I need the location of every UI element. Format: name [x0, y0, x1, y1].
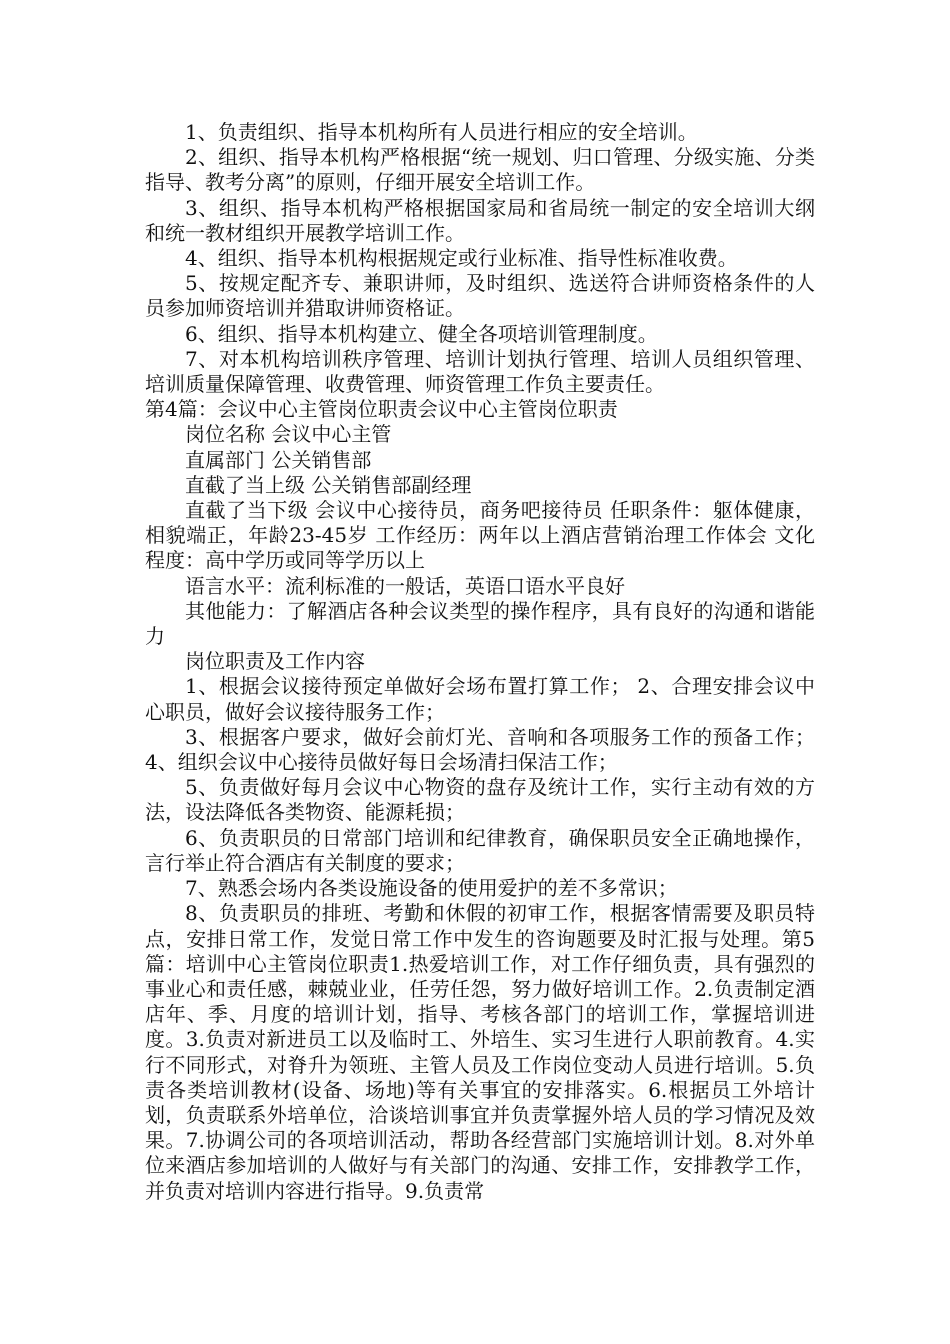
- direct-superior: 直截了当上级 公关销售部副经理: [185, 472, 472, 497]
- paragraph-duty-7: 7、对本机构培训秩序管理、培训计划执行管理、培训人员组织管理、培训质量保障管理、收费管理、师资管理工作负主要责任。: [145, 346, 815, 397]
- responsibility-3-4: 3、根据客户要求，做好会前灯光、音响和各项服务工作的预备工作； 4、组织会议中心接待员做好每日会场清扫保洁工作；: [145, 724, 815, 775]
- responsibility-1-2: 1、根据会议接待预定单做好会场布置打算工作； 2、合理安排会议中心职员，做好会议接待服务工作；: [145, 674, 815, 724]
- responsibilities-heading: 岗位职责及工作内容: [185, 649, 365, 674]
- responsibility-6: 6、负责职员的日常部门培训和纪律教育，确保职员安全正确地操作，言行举止符合酒店有关制度的要求；: [145, 825, 815, 875]
- position-name: 岗位名称 会议中心主管: [185, 422, 392, 447]
- responsibility-7: 7、熟悉会场内各类设施设备的使用爱护的差不多常识；: [185, 876, 678, 901]
- responsibility-8-and-section-5: 8、负责职员的排班、考勤和休假的初审工作，根据客情需要及职员特点，安排日常工作，发觉日常工作中发生的咨询题要及时汇报与处理。第5篇：培训中心主管岗位职责1.热爱培训工作，对工作仔细负责，具有强烈的事业心和责任感，棘兢业业，任劳任怨，努力做好培训工作。2.负责制定酒店年、季、月度的培训计划，指导、考核各部门的培训工作，掌握培训进度。3.负责对新进员工以及临时工、外培生、实习生进行人职前教育。4.实行不同形式，对脊升为领班、主管人员及工作岗位变动人员进行培训。5.负责各类培训教材(设备、场地)等有关事宜的安排落实。6.根据员工外培计划，负责联系外培单位，洽谈培训事宜并负责掌握外培人员的学习情况及效果。7.协调公司的各项培训活动，帮助各经营部门实施培训计划。8.对外单位来酒店参加培训的人做好与有关部门的沟通、安排工作，安排教学工作，并负责对培训内容进行指导。9.负责常: [145, 901, 815, 1203]
- paragraph-duty-2: 2、组织、指导本机构严格根据“统一规划、归口管理、分级实施、分类指导、教考分离”的原则，仔细开展安全培训工作。: [145, 145, 815, 195]
- section-heading-4: 第4篇：会议中心主管岗位职责会议中心主管岗位职责: [145, 397, 618, 422]
- department: 直属部门 公关销售部: [185, 447, 372, 472]
- paragraph-duty-3: 3、组织、指导本机构严格根据国家局和省局统一制定的安全培训大纲和统一教材组织开展教学培训工作。: [145, 195, 815, 245]
- language-level: 语言水平：流利标准的一般话，英语口语水平良好: [185, 573, 625, 598]
- paragraph-duty-4: 4、组织、指导本机构根据规定或行业标准、指导性标准收费。: [185, 246, 738, 271]
- other-abilities: 其他能力：了解酒店各种会议类型的操作程序，具有良好的沟通和谐能力: [145, 598, 815, 649]
- subordinates-and-requirements: 直截了当下级 会议中心接待员，商务吧接待员 任职条件：躯体健康，相貌端正，年龄23-45岁 工作经历：两年以上酒店营销治理工作体会 文化程度：高中学历或同等学历以上: [145, 498, 815, 573]
- paragraph-duty-6: 6、组织、指导本机构建立、健全各项培训管理制度。: [185, 321, 658, 346]
- responsibility-5: 5、负责做好每月会议中心物资的盘存及统计工作，实行主动有效的方法，设法降低各类物资、能源耗损；: [145, 775, 815, 825]
- paragraph-duty-1: 1、负责组织、指导本机构所有人员进行相应的安全培训。: [185, 120, 698, 144]
- paragraph-duty-5: 5、按规定配齐专、兼职讲师，及时组织、选送符合讲师资格条件的人员参加师资培训并猎取讲师资格证。: [145, 271, 815, 321]
- document-body: [145, 120, 815, 1204]
